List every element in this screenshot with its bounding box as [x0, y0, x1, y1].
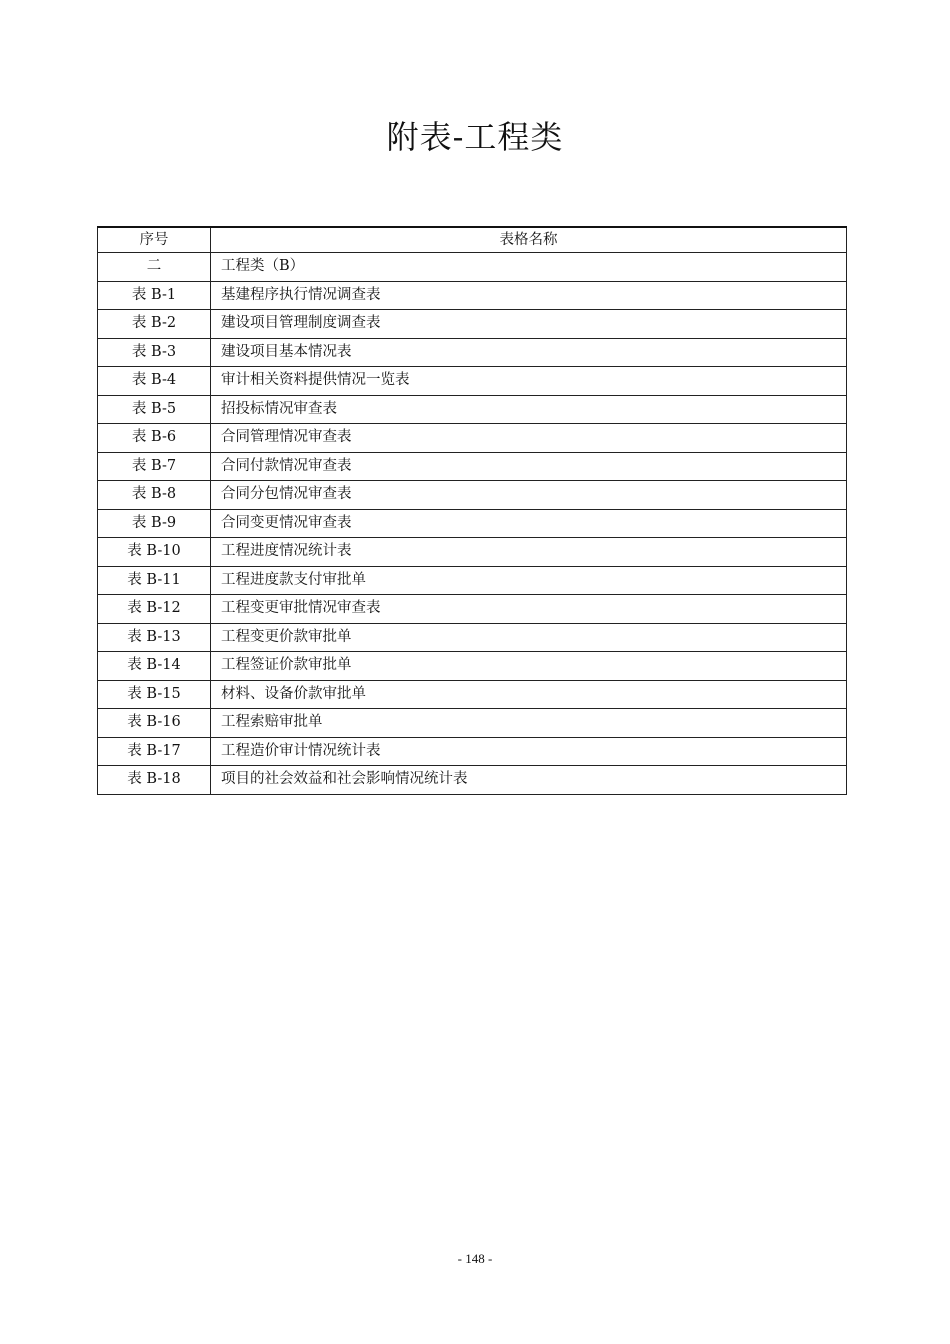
row-form-name: 审计相关资料提供情况一览表 [211, 367, 847, 396]
row-serial-number: 表 B-11 [98, 566, 211, 595]
table-row [98, 310, 847, 339]
table-row [98, 452, 847, 481]
table-header-row [98, 227, 847, 253]
table-row [98, 595, 847, 624]
row-serial-number: 表 B-6 [98, 424, 211, 453]
row-form-name: 工程造价审计情况统计表 [211, 737, 847, 766]
table-row [98, 766, 847, 795]
row-serial-number: 二 [98, 253, 211, 282]
row-form-name: 工程变更价款审批单 [211, 623, 847, 652]
row-serial-number: 表 B-16 [98, 709, 211, 738]
table-body [98, 253, 847, 795]
row-form-name: 工程索赔审批单 [211, 709, 847, 738]
row-serial-number: 表 B-1 [98, 281, 211, 310]
row-form-name: 工程签证价款审批单 [211, 652, 847, 681]
page-number: - 148 - [457, 1251, 493, 1266]
header-form-name: 表格名称 [211, 227, 847, 253]
table-row [98, 509, 847, 538]
row-serial-number: 表 B-14 [98, 652, 211, 681]
row-form-name: 建设项目管理制度调查表 [211, 310, 847, 339]
row-form-name: 招投标情况审查表 [211, 395, 847, 424]
row-serial-number: 表 B-12 [98, 595, 211, 624]
table-row [98, 367, 847, 396]
row-serial-number: 表 B-3 [98, 338, 211, 367]
row-form-name: 材料、设备价款审批单 [211, 680, 847, 709]
row-form-name: 工程变更审批情况审查表 [211, 595, 847, 624]
table-row [98, 395, 847, 424]
table-header [98, 227, 847, 253]
row-form-name: 合同管理情况审查表 [211, 424, 847, 453]
page-title: 附表-工程类 [386, 118, 564, 156]
row-form-name: 工程类（B） [211, 253, 847, 282]
row-serial-number: 表 B-18 [98, 766, 211, 795]
row-form-name: 工程进度情况统计表 [211, 538, 847, 567]
row-serial-number: 表 B-10 [98, 538, 211, 567]
row-serial-number: 表 B-5 [98, 395, 211, 424]
table-row [98, 424, 847, 453]
table-row [98, 737, 847, 766]
table-row [98, 481, 847, 510]
row-serial-number: 表 B-13 [98, 623, 211, 652]
row-serial-number: 表 B-8 [98, 481, 211, 510]
row-serial-number: 表 B-2 [98, 310, 211, 339]
header-serial-number: 序号 [98, 227, 211, 253]
table-row [98, 253, 847, 282]
row-serial-number: 表 B-15 [98, 680, 211, 709]
table-row [98, 652, 847, 681]
row-serial-number: 表 B-4 [98, 367, 211, 396]
row-form-name: 项目的社会效益和社会影响情况统计表 [211, 766, 847, 795]
row-form-name: 合同分包情况审查表 [211, 481, 847, 510]
table-row [98, 281, 847, 310]
table-row [98, 623, 847, 652]
row-serial-number: 表 B-9 [98, 509, 211, 538]
table-row [98, 709, 847, 738]
row-form-name: 工程进度款支付审批单 [211, 566, 847, 595]
row-serial-number: 表 B-17 [98, 737, 211, 766]
row-form-name: 合同变更情况审查表 [211, 509, 847, 538]
row-serial-number: 表 B-7 [98, 452, 211, 481]
appendix-table [97, 226, 847, 795]
row-form-name: 基建程序执行情况调查表 [211, 281, 847, 310]
table-row [98, 680, 847, 709]
row-form-name: 合同付款情况审查表 [211, 452, 847, 481]
table-row [98, 538, 847, 567]
row-form-name: 建设项目基本情况表 [211, 338, 847, 367]
table-row [98, 338, 847, 367]
table-row [98, 566, 847, 595]
